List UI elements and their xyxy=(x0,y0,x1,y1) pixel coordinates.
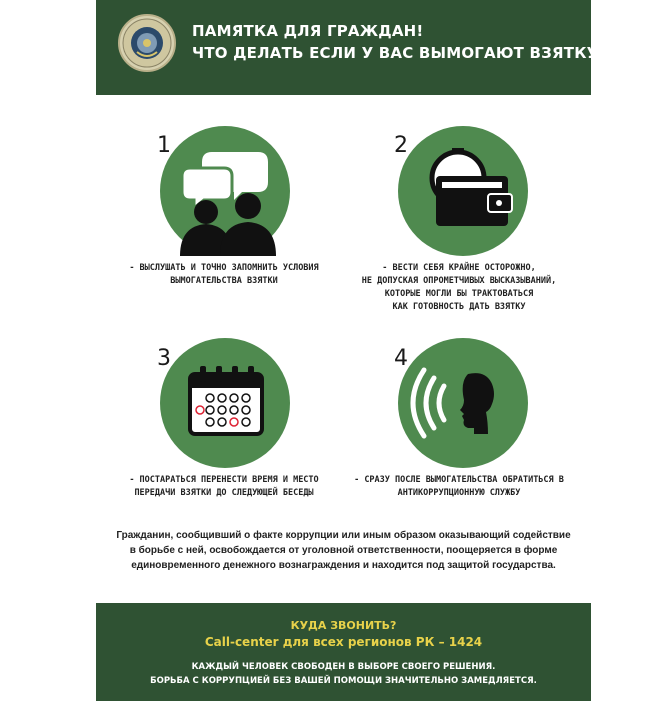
step-2-line-1: - ВЕСТИ СЕБЯ КРАЙНЕ ОСТОРОЖНО, xyxy=(382,263,536,273)
poster xyxy=(96,0,615,701)
step-2-caption xyxy=(329,262,589,314)
page-title xyxy=(192,20,615,64)
step-4-line-2: АНТИКОРРУПЦИОННУЮ СЛУЖБУ xyxy=(397,488,521,498)
step-4-caption xyxy=(329,474,589,500)
calendar-icon xyxy=(160,338,290,468)
legal-note xyxy=(116,528,571,573)
slogan-line-2: БОРЬБА С КОРРУПЦИЕЙ БЕЗ ВАШЕЙ ПОМОЩИ ЗНАЧИТЕЛЬНО ЗАМЕДЛЯЕТСЯ. xyxy=(150,676,537,686)
step-3-circle xyxy=(160,338,290,468)
step-1-line-2: ВЫМОГАТЕЛЬСТВА ВЗЯТКИ xyxy=(170,276,278,286)
step-2-number: 2 xyxy=(394,133,408,158)
step-3-line-2: ПЕРЕДАЧИ ВЗЯТКИ ДО СЛЕДУЮЩЕЙ БЕСЕДЫ xyxy=(134,488,314,498)
step-1-caption xyxy=(124,262,324,288)
title-line-1: ПАМЯТКА ДЛЯ ГРАЖДАН! xyxy=(192,22,424,40)
step-3-caption xyxy=(124,474,324,500)
step-4-circle xyxy=(398,338,528,468)
step-1-circle xyxy=(160,126,290,256)
note-line-1: Гражданин, сообщивший о факте коррупции или иным образом оказывающий содействие xyxy=(116,530,571,541)
step-4-line-1: - СРАЗУ ПОСЛЕ ВЫМОГАТЕЛЬСТВА ОБРАТИТЬСЯ В xyxy=(354,475,564,485)
wallet-clock-icon xyxy=(398,126,528,256)
footer-banner xyxy=(96,603,591,701)
step-1-line-1: - ВЫСЛУШАТЬ И ТОЧНО ЗАПОМНИТЬ УСЛОВИЯ xyxy=(129,263,319,273)
step-2-line-3: КОТОРЫЕ МОГЛИ БЫ ТРАКТОВАТЬСЯ xyxy=(384,289,534,299)
title-line-2: ЧТО ДЕЛАТЬ ЕСЛИ У ВАС ВЫМОГАЮТ ВЗЯТКУ!? xyxy=(192,44,615,62)
step-1-number: 1 xyxy=(157,133,171,158)
speaking-head-icon xyxy=(398,338,528,468)
slogan-line-1: КАЖДЫЙ ЧЕЛОВЕК СВОБОДЕН В ВЫБОРЕ СВОЕГО РЕШЕНИЯ. xyxy=(191,662,496,672)
step-3-number: 3 xyxy=(157,346,171,371)
step-2-line-2: НЕ ДОПУСКАЯ ОПРОМЕТЧИВЫХ ВЫСКАЗЫВАНИЙ, xyxy=(361,276,557,286)
step-2-line-4: КАК ГОТОВНОСТЬ ДАТЬ ВЗЯТКУ xyxy=(392,302,526,312)
callcenter-line: Call-center для всех регионов РК – 1424 xyxy=(204,635,483,649)
note-line-3: единовременного денежного вознаграждения и находится под защитой государства. xyxy=(131,560,556,571)
step-4-number: 4 xyxy=(394,346,408,371)
step-3-line-1: - ПОСТАРАТЬСЯ ПЕРЕНЕСТИ ВРЕМЯ И МЕСТО xyxy=(129,475,319,485)
header-banner xyxy=(96,0,615,95)
emblem-seal xyxy=(118,14,176,72)
step-2-circle xyxy=(398,126,528,256)
note-line-2: в борьбе с ней, освобождается от уголовной ответственности, поощеряется в форме xyxy=(129,545,558,556)
footer-question: КУДА ЗВОНИТЬ? xyxy=(290,619,397,632)
people-speech-bubbles-icon xyxy=(160,126,290,256)
